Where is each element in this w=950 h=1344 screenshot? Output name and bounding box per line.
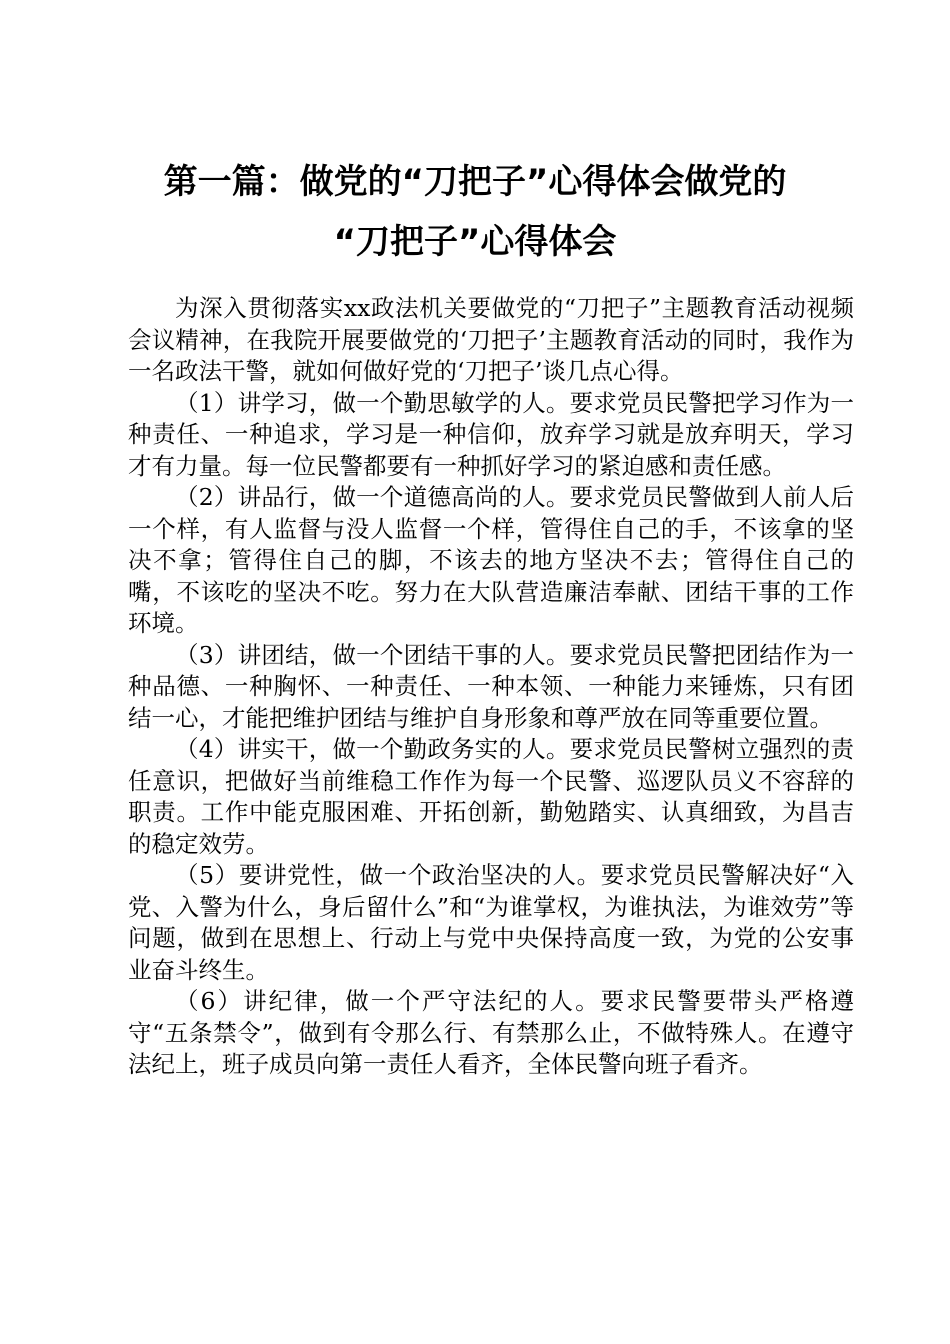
intro-paragraph: 为深入贯彻落实xx政法机关要做党的“刀把子”主题教育活动视频会议精神，在我院开展要做党的‘刀把子’主题教育活动的同时，我作为一名政法干警，就如何做好党的‘刀把子’谈几点心得。 — [128, 294, 854, 385]
point-1-paragraph: （1）讲学习，做一个勤思敏学的人。要求党员民警把学习作为一种责任、一种追求，学习是一种信仰，放弃学习就是放弃明天，学习才有力量。每一位民警都要有一种抓好学习的紧迫感和责任感。 — [128, 388, 854, 480]
point-6-paragraph: （6）讲纪律，做一个严守法纪的人。要求民警要带头严格遵守“五条禁令”，做到有令那么行、有禁那么止，不做特殊人。在遵守法纪上，班子成员向第一责任人看齐，全体民警向班子看齐。 — [128, 987, 854, 1078]
point-5-paragraph: （5）要讲党性，做一个政治坚决的人。要求党员民警解决好“入党、入警为什么，身后留什么”和“为谁掌权，为谁执法，为谁效劳”等问题，做到在思想上、行动上与党中央保持高度一致，为党的公安事业奋斗终生。 — [128, 861, 854, 984]
point-3-paragraph: （3）讲团结，做一个团结干事的人。要求党员民警把团结作为一种品德、一种胸怀、一种责任、一种本领、一种能力来锤炼，只有团结一心，才能把维护团结与维护自身形象和尊严放在同等重要位置。 — [128, 640, 854, 732]
point-4-paragraph: （4）讲实干，做一个勤政务实的人。要求党员民警树立强烈的责任意识，把做好当前维稳工作作为每一个民警、巡逻队员义不容辞的职责。工作中能克服困难、开拓创新，勤勉踏实、认真细致，为昌吉的稳定效劳。 — [128, 735, 854, 858]
document-body — [128, 293, 854, 1081]
document-title-line-1: 第一篇：做党的“刀把子”心得体会做党的 — [163, 162, 787, 202]
document-title-line-2: “刀把子”心得体会 — [333, 222, 617, 262]
point-2-paragraph: （2）讲品行，做一个道德高尚的人。要求党员民警做到人前人后一个样，有人监督与没人监督一个样，管得住自己的手，不该拿的坚决不拿；管得住自己的脚，不该去的地方坚决不去；管得住自己的嘴，不该吃的坚决不吃。努力在大队营造廉洁奉献、团结干事的工作环境。 — [128, 483, 854, 637]
